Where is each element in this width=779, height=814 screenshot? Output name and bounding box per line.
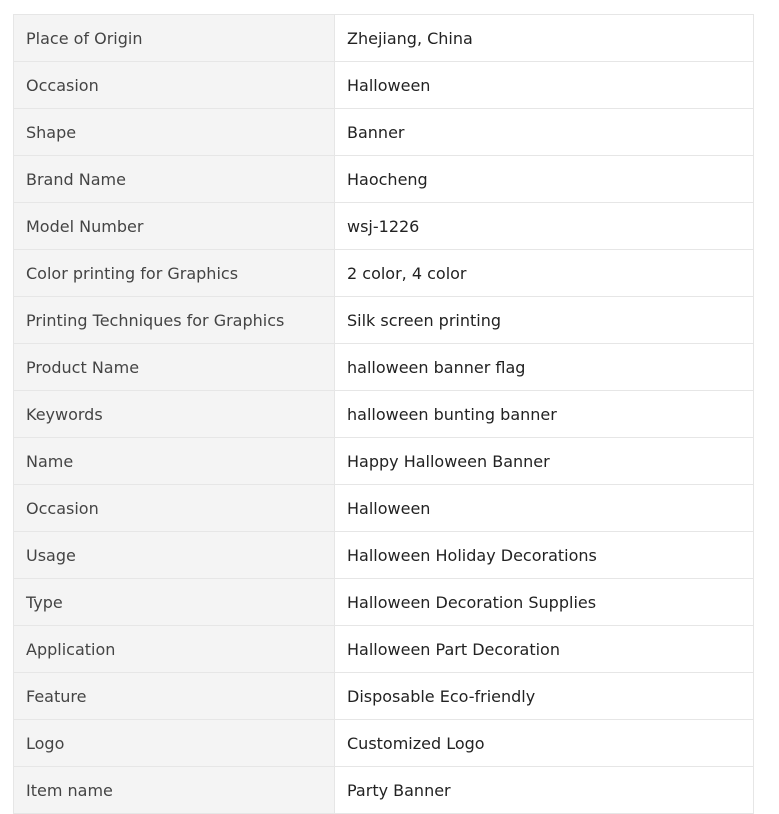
attribute-value: Disposable Eco-friendly xyxy=(335,673,754,720)
table-row xyxy=(14,62,754,109)
table-row xyxy=(14,438,754,485)
attribute-key: Product Name xyxy=(14,344,335,391)
attribute-key: Occasion xyxy=(14,485,335,532)
attribute-key: Model Number xyxy=(14,203,335,250)
table-row xyxy=(14,203,754,250)
attribute-key: Usage xyxy=(14,532,335,579)
attribute-value: Halloween Decoration Supplies xyxy=(335,579,754,626)
attribute-value: Haocheng xyxy=(335,156,754,203)
attribute-value: Banner xyxy=(335,109,754,156)
table-row xyxy=(14,579,754,626)
attribute-value: halloween banner flag xyxy=(335,344,754,391)
attribute-key: Item name xyxy=(14,767,335,814)
attribute-value: Party Banner xyxy=(335,767,754,814)
attribute-key: Shape xyxy=(14,109,335,156)
table-row xyxy=(14,767,754,814)
attribute-key: Logo xyxy=(14,720,335,767)
attribute-key: Brand Name xyxy=(14,156,335,203)
table-row xyxy=(14,720,754,767)
attributes-table-body xyxy=(14,15,754,814)
table-row xyxy=(14,297,754,344)
attribute-value: wsj-1226 xyxy=(335,203,754,250)
table-row xyxy=(14,391,754,438)
attribute-key: Feature xyxy=(14,673,335,720)
attribute-value: Zhejiang, China xyxy=(335,15,754,62)
table-row xyxy=(14,250,754,297)
attribute-key: Keywords xyxy=(14,391,335,438)
table-row xyxy=(14,485,754,532)
attribute-key: Printing Techniques for Graphics xyxy=(14,297,335,344)
attribute-key: Application xyxy=(14,626,335,673)
attribute-value: Halloween xyxy=(335,62,754,109)
attribute-key: Occasion xyxy=(14,62,335,109)
product-attributes-table xyxy=(13,14,754,814)
attribute-key: Place of Origin xyxy=(14,15,335,62)
table-row xyxy=(14,156,754,203)
attribute-value: Halloween Holiday Decorations xyxy=(335,532,754,579)
attribute-key: Color printing for Graphics xyxy=(14,250,335,297)
table-row xyxy=(14,626,754,673)
attribute-value: Customized Logo xyxy=(335,720,754,767)
attribute-key: Type xyxy=(14,579,335,626)
table-row xyxy=(14,109,754,156)
table-row xyxy=(14,673,754,720)
table-row xyxy=(14,532,754,579)
table-row xyxy=(14,15,754,62)
attribute-value: Halloween Part Decoration xyxy=(335,626,754,673)
table-row xyxy=(14,344,754,391)
attribute-value: Halloween xyxy=(335,485,754,532)
attribute-value: halloween bunting banner xyxy=(335,391,754,438)
attribute-value: Silk screen printing xyxy=(335,297,754,344)
attribute-value: Happy Halloween Banner xyxy=(335,438,754,485)
attribute-key: Name xyxy=(14,438,335,485)
attribute-value: 2 color, 4 color xyxy=(335,250,754,297)
